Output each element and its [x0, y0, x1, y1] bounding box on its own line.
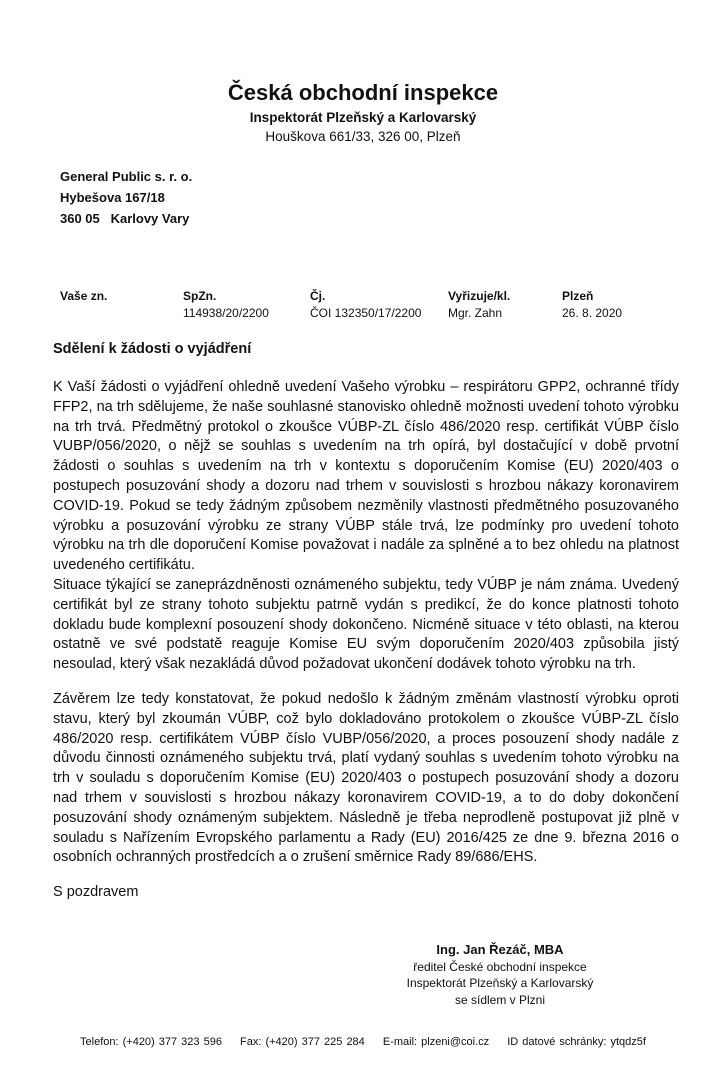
ref-label-handled-by: Vyřizuje/kl.: [448, 289, 511, 303]
letter-subject: Sdělení k žádosti o vyjádření: [53, 341, 252, 357]
ref-value-cj: ČOI 132350/17/2200: [310, 306, 422, 320]
paragraph-conclusion: Závěrem lze tedy konstatovat, že pokud nedošlo k žádným změnám vlastností výrobku oproti stavu, který byl zkoumán VÚBP, což bylo dokladováno protokolem o zkoušce VÚBP-ZL číslo 486/2020 resp. certifikátem VÚBP číslo VUBP/056/2020, a proces posouzení shody nadále z důvodu činnosti oznámeného subjektu trvá, platí vydaný souhlas s uvedením tohoto výrobku na trh v souladu s doporučením Komise (EU) 2020/403 o postupech posuzování shody a dozoru nad trhem v souvislosti s hrozbou nákazy koronavirem COVID-19, a to do doby dokončení posuzování shody oznámeným subjektem. Následně je třeba neprodleně postupovat již plně v souladu s Nařízením Evropského parlamentu a Rady (EU) 2016/425 ze dne 9. března 2016 o osobních ochranných prostředcích a o zrušení směrnice Rady 89/686/EHS.: [53, 691, 679, 866]
recipient-street: Hybešova 167/18: [60, 190, 165, 205]
footer-fax: Fax: (+420) 377 225 284: [240, 1036, 365, 1048]
body-section-1: [53, 378, 679, 675]
signature-block: [380, 942, 620, 1008]
recipient-address: [60, 166, 192, 229]
ref-label-place: Plzeň: [562, 289, 594, 303]
ref-label-cj: Čj.: [310, 289, 326, 303]
closing-greeting: S pozdravem: [53, 884, 139, 900]
recipient-company: General Public s. r. o.: [60, 169, 193, 184]
recipient-city: 360 05 Karlovy Vary: [60, 211, 190, 226]
signatory-seat: se sídlem v Plzni: [454, 992, 546, 1007]
ref-value-spzn: 114938/20/2200: [183, 306, 269, 320]
footer-phone: Telefon: (+420) 377 323 596: [80, 1036, 222, 1048]
footer-databox: ID datové schránky: ytqdz5f: [507, 1036, 646, 1048]
paragraph-response: K Vaší žádosti o vyjádření ohledně uvedení Vašeho výrobku – respirátoru GPP2, ochranné třídy FFP2, na trh sdělujeme, že naše souhlasné stanovisko ohledně možnosti uvedení tohoto výrobku na trh trvá. Předmětný protokol o zkoušce VÚBP-ZL číslo 486/2020 resp. certifikát VÚBP číslo VUBP/056/2020, o nějž se souhlas s uvedením na trh opírá, byl dostačující v době prvotní žádosti o souhlas s uvedením na trh v kontextu s doporučením Komise (EU) 2020/403 o postupech posuzování shody a dozoru nad trhem v souvislosti s hrozbou nákazy koronavirem COVID-19. Pokud se tedy žádným způsobem nezměnily vlastnosti předmětného posuzovaného výrobku a posuzování výrobku ze strany VÚBP stále trvá, lze podmínky pro uvedení tohoto výrobku na trh dle doporučení Komise považovat i nadále za splněné a to bez ohledu na platnost uvedeného certifikátu.: [53, 379, 679, 574]
organization-title: Česká obchodní inspekce: [227, 80, 499, 105]
signatory-inspectorate: Inspektorát Plzeňský a Karlovarský: [406, 976, 594, 990]
ref-value-date: 26. 8. 2020: [562, 306, 623, 320]
signatory-name: Ing. Jan Řezáč, MBA: [436, 942, 564, 957]
organization-address: Houškova 661/33, 326 00, Plzeň: [265, 129, 461, 144]
contact-footer: [0, 1036, 726, 1048]
footer-email: E-mail: plzeni@coi.cz: [382, 1036, 490, 1048]
inspectorate-name: Inspektorát Plzeňský a Karlovarský: [249, 110, 477, 125]
ref-label-spzn: SpZn.: [183, 289, 217, 303]
ref-value-handled-by: Mgr. Zahn: [448, 306, 503, 320]
body-section-2: [53, 690, 679, 868]
paragraph-situation: Situace týkající se zaneprázdněnosti oznámeného subjektu, tedy VÚBP je nám známa. Uvedený certifikát byl ze strany tohoto subjektu patrně vydán s predikcí, že do konce platnosti tohoto dokladu bude komplexní posouzení shody dokončeno. Nicméně situace v této oblasti, na kterou ostatně ve své podstatě reaguje Komise EU svým doporučením 2020/403 způsobila jistý nesoulad, který však nezakládá důvod požadovat ukončení dodávek tohoto výrobku na trh.: [53, 576, 679, 673]
ref-label-your-ref: Vaše zn.: [60, 289, 108, 303]
signatory-role: ředitel České obchodní inspekce: [413, 959, 587, 974]
